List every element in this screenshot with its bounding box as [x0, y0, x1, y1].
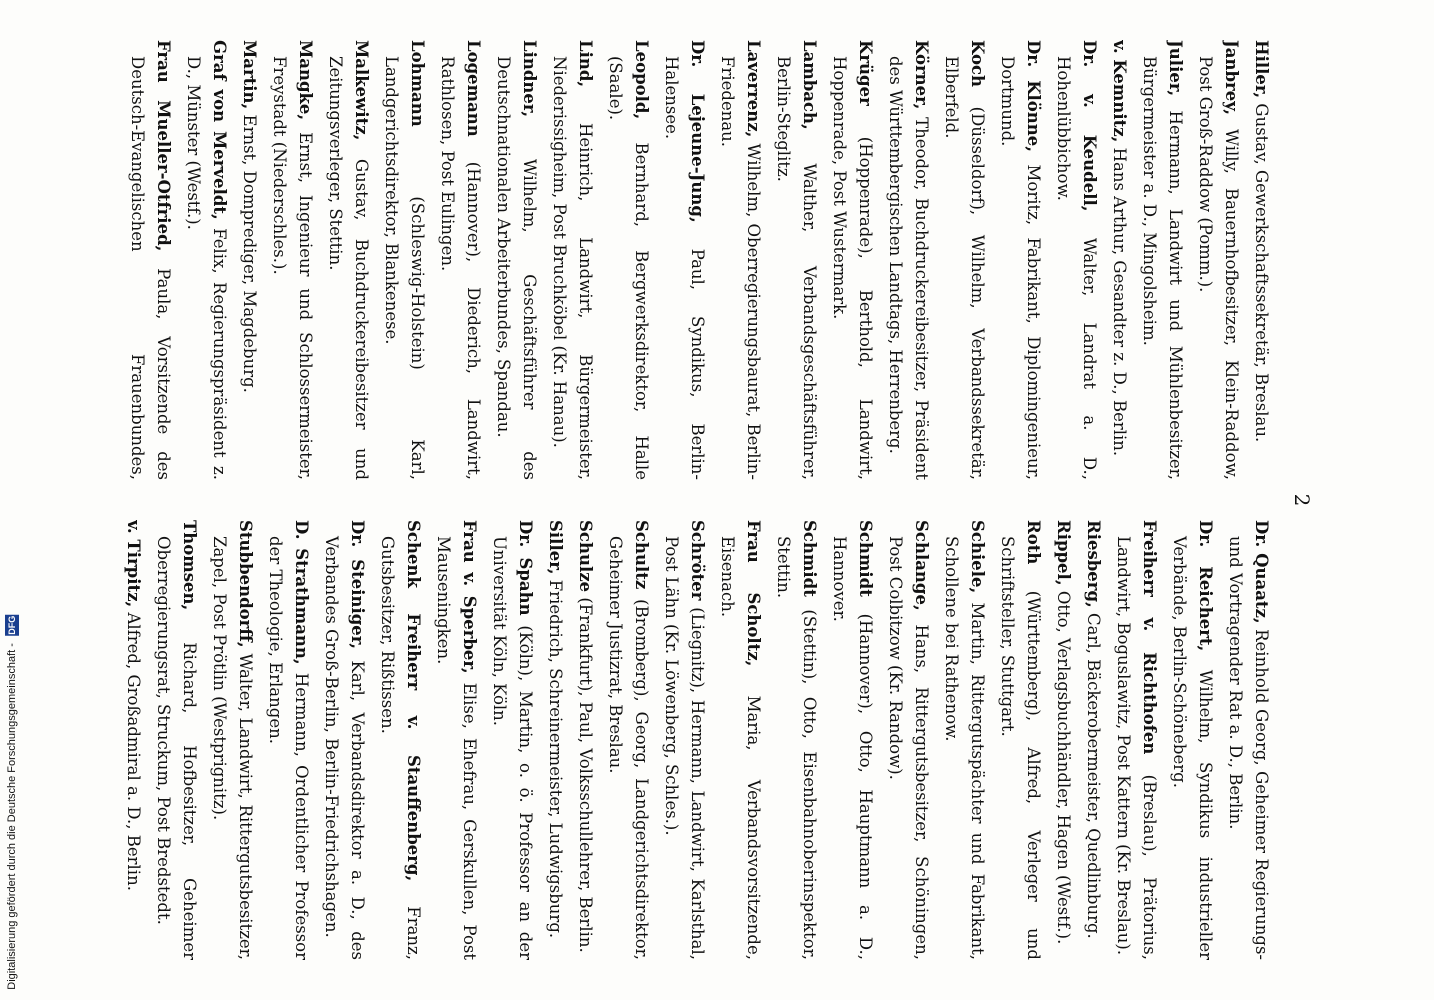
entry-details: (Stettin), Otto, Eisenbahnoberinspektor, Stettin. [774, 536, 819, 960]
entry-details: Paul, Syndikus, Berlin-Halensee. [662, 56, 707, 480]
entry-name: Martin, [240, 40, 259, 110]
entry-details: Maria, Verbandsvorsitzende, Eisenach. [718, 536, 763, 960]
entry-name: Schultz [632, 520, 651, 590]
entry-name: Frau Scholtz, [744, 520, 763, 667]
entry-name: Freiherr v. Richthofen [1140, 520, 1159, 755]
register-entry [1080, 520, 1106, 960]
entry-name: Schenk Freiherr v. Stauffenberg, [404, 520, 423, 882]
entry-details: (Düsseldorf), Wilhelm, Verbandssekretär, Elberfeld. [942, 56, 987, 480]
register-entry [1110, 520, 1162, 960]
register-entry [572, 520, 598, 960]
register-entry [486, 520, 538, 960]
entry-details: Gustav, Gewerkschaftssekretär, Breslau. [1252, 98, 1271, 443]
entry-details: Walther, Verbandsgeschäftsführer, Berlin-Steglitz. [774, 56, 819, 480]
entry-details: Bernhard, Bergwerksdirektor, Halle (Saale). [606, 56, 651, 480]
entry-details: Gustav, Buchdruckereibesitzer und Zeitungsverleger, Stettin. [326, 56, 371, 480]
entry-name: Dr. Reichert, [1196, 520, 1215, 652]
register-entry [1222, 520, 1274, 960]
entry-name: Lohmann [408, 40, 427, 127]
entry-name: Roth [1024, 520, 1043, 565]
entry-details: (Liegnitz), Hermann, Landwirt, Karlsthal, Post Lähn (Kr. Löwenberg, Schles.). [662, 536, 707, 960]
entry-details: Alfred, Großadmiral a. D., Berlin. [124, 607, 143, 891]
entry-name: Frau Mueller-Otfried, [154, 40, 173, 252]
entry-name: v. Tirpitz, [124, 520, 143, 608]
entry-details: Felix, Regierungspräsident z. D., Münster (Westf.). [184, 56, 229, 480]
entry-details: Paula, Vorsitzende des Deutsch-Evangelischen Frauenbundes, [128, 56, 173, 480]
entry-name: Lambach, [800, 40, 819, 130]
register-entry [826, 520, 878, 960]
entry-name: Hiller, [1252, 40, 1271, 99]
entry-details: Wilhelm, Oberregierungsbaurat, Berlin-Friedenau. [718, 56, 763, 480]
register-entry [770, 40, 822, 480]
register-entry [206, 520, 258, 960]
register-entry [378, 40, 430, 480]
entry-name: Mangke, [296, 40, 315, 121]
register-entry [1050, 520, 1076, 960]
register-entry [318, 520, 370, 960]
register-entry [1106, 40, 1132, 480]
dfg-logo: DFG [7, 616, 17, 636]
entry-name: Dr. Klönne, [1024, 40, 1043, 153]
entry-details: (Hannover), Diederich, Landwirt, Rathlosen, Post Eulingen. [438, 56, 483, 480]
entry-details: Richard, Hofbesitzer, Geheimer Oberregierungsrat, Struckum, Post Bredstedt. [154, 536, 199, 960]
entry-details: Walter, Landwirt, Rittergutsbesitzer, Zapel, Post Prötlin (Westprignitz). [210, 536, 255, 960]
register-entry [602, 40, 654, 480]
entry-name: Dr. v. Keudell, [1080, 40, 1099, 212]
entry-name: D. Strathmann, [292, 520, 311, 665]
register-entry [1248, 40, 1274, 480]
entry-details: Ernst, Ingenieur und Schlossermeister, Freystadt (Niederschles.). [270, 56, 315, 480]
register-entry [150, 520, 202, 960]
entry-details: (Schleswig-Holstein) Karl, Landgerichtsdirektor, Blankenese. [382, 56, 427, 480]
entry-details: (Frankfurt), Paul, Volksschullehrer, Berlin. [576, 592, 595, 953]
entry-details: (Hoppenrade), Berthold, Landwirt, Hoppenrade, Post Wustermark. [830, 56, 875, 480]
register-entry [236, 40, 262, 480]
entry-name: Schiele, [968, 520, 987, 594]
footer-text: Digitalisierung gefördert durch die Deutsche Forschungsgemeinschaft - [6, 643, 18, 990]
entry-details: Elise, Ehefrau, Gerskullen, Post Mauseningken. [434, 536, 479, 960]
entry-name: Siller, [546, 520, 565, 575]
entry-name: Schröter [688, 520, 707, 601]
entry-name: Schmidt [856, 520, 875, 597]
entry-name: Lind, [576, 40, 595, 88]
entry-details: Wilhelm, Syndikus industrieller Verbände, Berlin-Schöneberg. [1170, 536, 1215, 960]
entry-name: Malkewitz, [352, 40, 371, 141]
register-entry [770, 520, 822, 960]
register-entry [1050, 40, 1102, 480]
entry-name: Leopold, [632, 40, 651, 120]
entry-details: Moritz, Fabrikant, Diplomingenieur, Dortmund. [998, 56, 1043, 480]
register-entry [826, 40, 878, 480]
entry-name: Rippel, [1054, 520, 1073, 586]
register-entry [602, 520, 654, 960]
column-right [124, 520, 1274, 960]
entry-details: Otto, Verlagsbuchhändler, Hagen (Westf.). [1054, 585, 1073, 945]
entry-name: Koch [968, 40, 987, 88]
entry-details: (Breslau), Prätorius, Landwirt, Boguslawitz, Post Kattern (Kr. Breslau). [1114, 536, 1159, 960]
entry-name: Stubbendorff, [236, 520, 255, 648]
register-entry [658, 520, 710, 960]
column-left [124, 40, 1274, 480]
register-entry [714, 40, 766, 480]
entry-name: Dr. Quaatz, [1252, 520, 1271, 624]
register-entry [542, 520, 568, 960]
register-entry [714, 520, 766, 960]
entry-details: Reinhold Georg, Geheimer Regierungs- und Vortragender Rat a. D., Berlin. [1226, 536, 1271, 960]
register-entry [180, 40, 232, 480]
entry-details: (Württemberg), Alfred, Verleger und Schriftsteller, Stuttgart. [998, 536, 1043, 960]
register-entry [430, 520, 482, 960]
register-entry [994, 40, 1046, 480]
register-entry [658, 40, 710, 480]
entry-details: Karl, Verbandsdirektor a. D., des Verbandes Groß-Berlin, Berlin-Friedrichshagen. [322, 536, 367, 960]
page-number: 2 [1290, 493, 1314, 507]
register-entry [322, 40, 374, 480]
register-entry [266, 40, 318, 480]
register-entry [434, 40, 486, 480]
entry-details: (Köln), Martin, o. ö. Professor an der Universität Köln, Köln. [490, 536, 535, 960]
entry-name: Schlange, [912, 520, 931, 611]
entry-name: Dr. Lejeune-Jung, [688, 40, 707, 223]
entry-details: Heinrich, Landwirt, Bürgermeister, Niederissigheim, Post Bruchköbel (Kr. Hanau). [550, 56, 595, 480]
register-entry [938, 40, 990, 480]
entry-name: Schulze [576, 520, 595, 593]
register-entry [374, 520, 426, 960]
entry-name: Riesberg, [1084, 520, 1103, 608]
entry-details: Hermann, Ordentlicher Professor der Theologie, Erlangen. [266, 536, 311, 960]
entry-name: Thomsen, [180, 520, 199, 611]
entry-details: Friedrich, Schreinermeister, Ludwigsburg. [546, 574, 565, 939]
entry-details: Theodor, Buchdruckereibesitzer, Präsident des Württembergischen Landtags, Herrenberg. [886, 56, 931, 480]
entry-details: Franz, Gutsbesitzer, Rißtissen. [378, 536, 423, 960]
entry-details: Martin, Rittergutspächter und Fabrikant, Schollene bei Rathenow. [942, 536, 987, 960]
register-entry [882, 40, 934, 480]
register-entry [1166, 520, 1218, 960]
entry-details: (Bromberg), Georg, Landgerichtsdirektor, Geheimer Justizrat, Breslau. [606, 536, 651, 960]
entry-details: Hans Arthur, Gesandter z. D., Berlin. [1110, 142, 1129, 457]
register-entry [490, 40, 542, 480]
entry-name: Julier, [1166, 40, 1185, 97]
register-entry [938, 520, 990, 960]
register-entry [124, 520, 146, 960]
entry-details: Ernst, Domprediger, Magdeburg. [240, 109, 259, 393]
entry-name: v. Kemnitz, [1110, 40, 1129, 143]
entry-details: Willy, Bauernhofbesitzer, Klein-Raddow, Post Groß-Raddow (Pomm.). [1196, 56, 1241, 480]
footer [0, 0, 28, 1000]
entry-details: (Hannover), Otto, Hauptmann a. D., Hannover. [830, 536, 875, 960]
register-entry [262, 520, 314, 960]
register-entry [1136, 40, 1188, 480]
entry-name: Frau v. Sperber, [460, 520, 479, 674]
entry-details: Hermann, Landwirt und Mühlenbesitzer, Bürgermeister a. D., Mingolsheim. [1140, 56, 1185, 480]
entry-details: Hans, Rittergutsbesitzer, Schöningen, Post Colbitzow (Kr. Randow). [886, 536, 931, 960]
entry-name: Laverrenz, [744, 40, 763, 138]
register-entry [994, 520, 1046, 960]
register-entry [546, 40, 598, 480]
entry-name: Janbrey, [1222, 40, 1241, 115]
entry-name: Körner, [912, 40, 931, 110]
rotated-page [84, 0, 1334, 1000]
entry-details: Walter, Landrat a. D., Hohenlübbichow. [1054, 56, 1099, 480]
register-entry [882, 520, 934, 960]
register-entry [1192, 40, 1244, 480]
entry-name: Lindner, [520, 40, 539, 118]
entry-details: Carl, Bäckerobermeister, Quedlinburg. [1084, 607, 1103, 939]
entry-name: Graf von Merveldt, [210, 40, 229, 220]
entry-name: Krüger [856, 40, 875, 106]
entry-name: Logemann [464, 40, 483, 137]
entry-name: Schmidt [800, 520, 819, 597]
columns [124, 40, 1274, 960]
entry-name: Dr. Spahn [516, 520, 535, 616]
footer-credit [5, 615, 19, 990]
register-entry [124, 40, 176, 480]
entry-name: Dr. Steiniger, [348, 520, 367, 650]
entry-details: Wilhelm, Geschäftsführer des Deutschnationalen Arbeiterbundes, Spandau. [494, 56, 539, 480]
